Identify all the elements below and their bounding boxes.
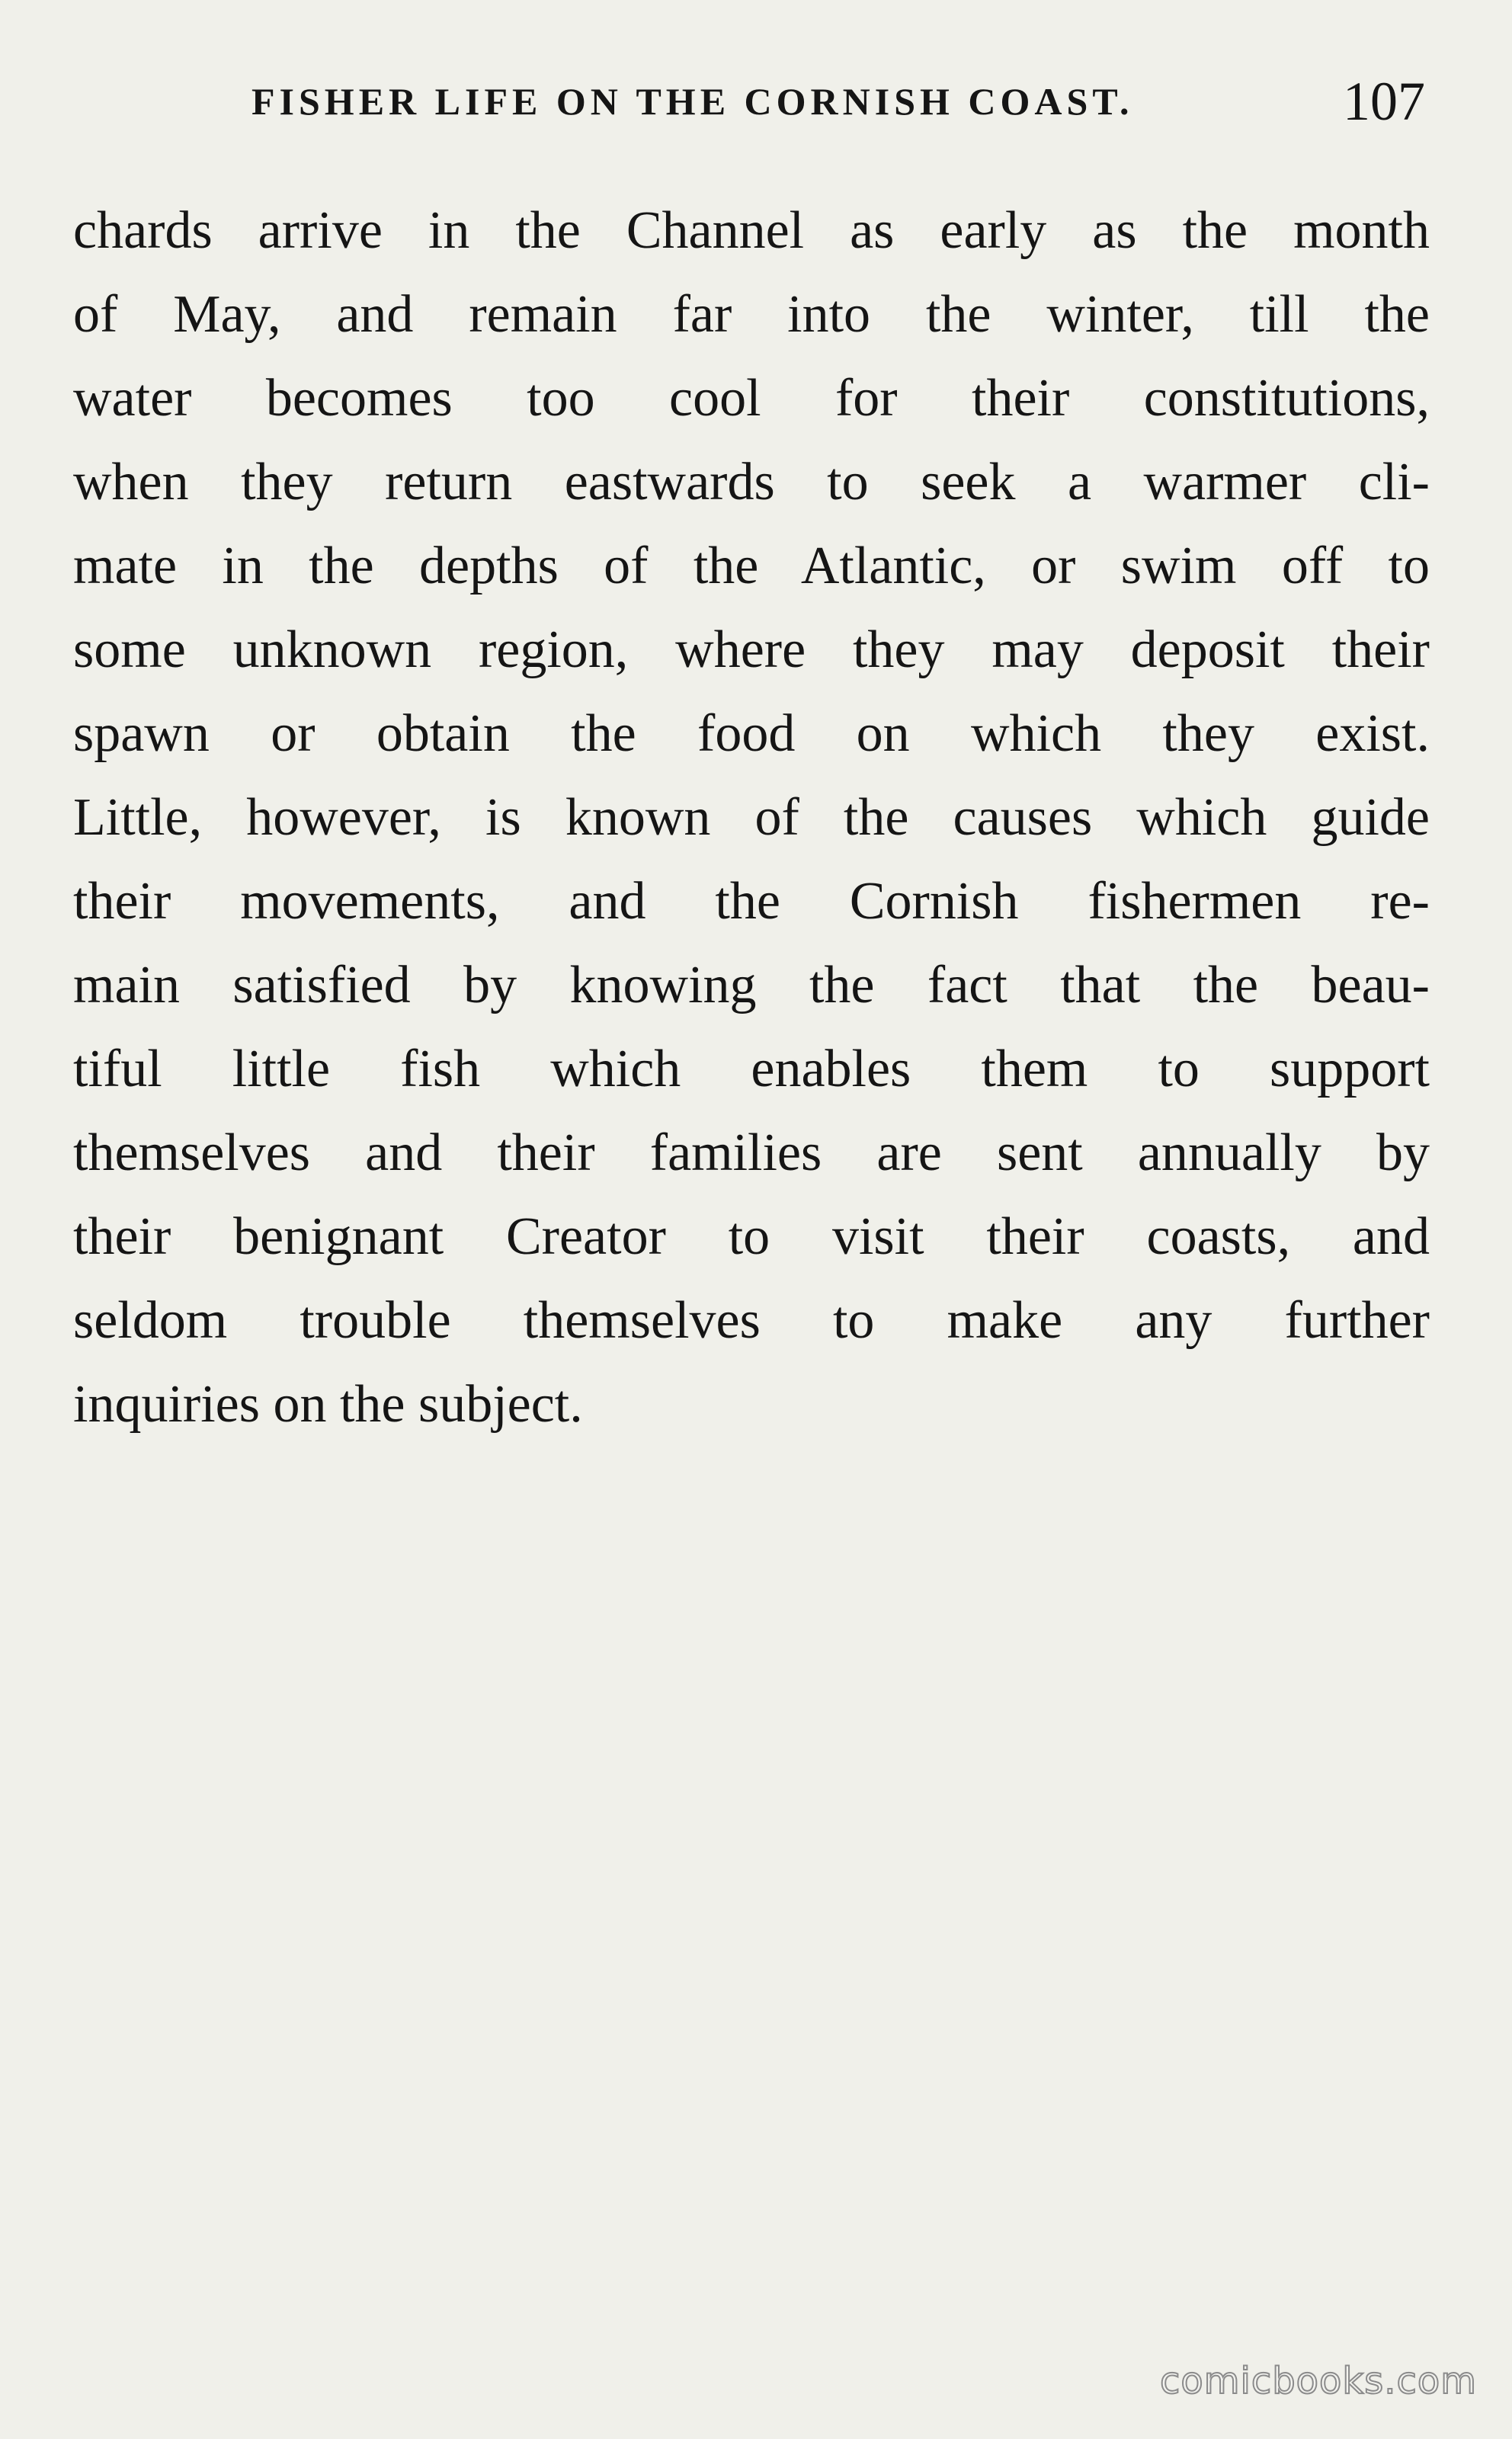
text-line: tiful little fish which enables them to support [73,1040,1430,1098]
text-line: seldom trouble themselves to make any further [73,1291,1430,1350]
text-line: main satisfied by knowing the fact that the beau- [73,956,1430,1014]
text-line: themselves and their families are sent annually by [73,1123,1430,1182]
text-line: of May, and remain far into the winter, till the [73,285,1430,344]
text-line: when they return eastwards to seek a warmer cli- [73,453,1430,511]
text-line: chards arrive in the Channel as early as the month [73,201,1430,260]
text-line: Little, however, is known of the causes which guide [73,788,1430,847]
watermark: comicbooks.com [1159,2360,1477,2402]
text-line: spawn or obtain the food on which they exist. [73,704,1430,763]
running-head [251,70,1425,139]
text-line: inquiries on the subject. [73,1375,583,1434]
text-line: mate in the depths of the Atlantic, or swim off to [73,537,1430,595]
text-line: their movements, and the Cornish fishermen re- [73,872,1430,931]
text-line: some unknown region, where they may deposit their [73,620,1430,679]
running-title: FISHER LIFE ON THE CORNISH COAST. [251,80,1134,123]
body-text [73,189,1430,1447]
text-line: water becomes too cool for their constitutions, [73,369,1430,428]
text-line: their benignant Creator to visit their coasts, and [73,1207,1430,1266]
page-number: 107 [1343,71,1425,132]
